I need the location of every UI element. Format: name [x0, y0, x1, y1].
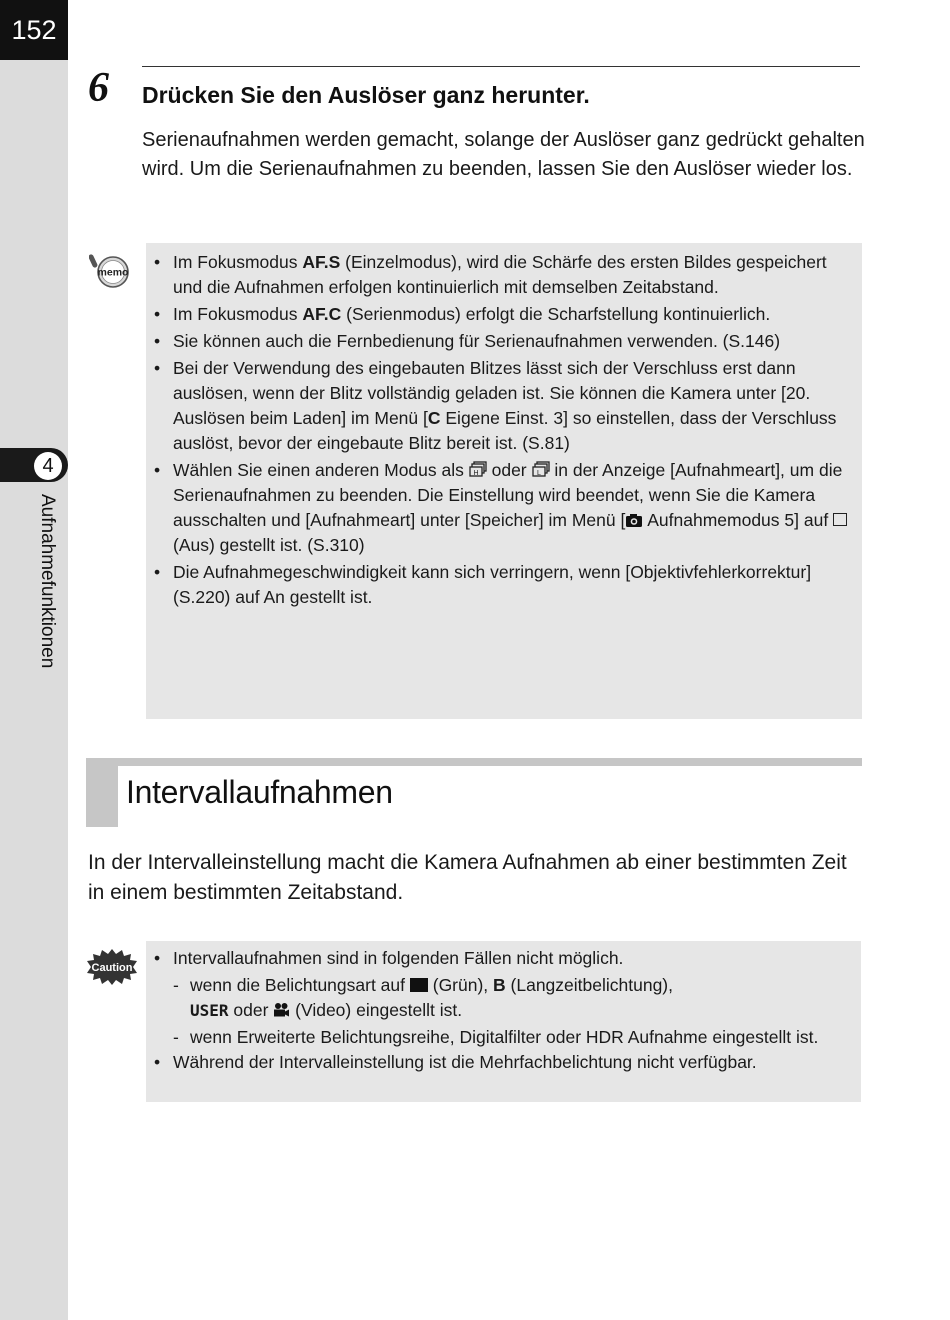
bullet: •: [154, 562, 161, 582]
section-heading-block: [86, 758, 118, 827]
caution-text: oder: [228, 1000, 274, 1020]
caution-text: (Langzeitbelichtung),: [505, 975, 673, 995]
memo-box: [146, 243, 862, 719]
bullet: •: [154, 358, 161, 378]
step-body: Serienaufnahmen werden gemacht, solange der Auslöser ganz gedrückt gehalten wird. Um die Serienaufnahmen zu beenden, lassen Sie den Auslöser wieder los.: [142, 129, 865, 180]
memo-text: Aufnahmemodus 5] auf: [643, 510, 834, 530]
caution-text: (Grün),: [427, 975, 494, 995]
dash: -: [173, 975, 179, 995]
caution-text: Während der Intervalleinstellung ist die Mehrfachbelichtung nicht verfügbar.: [173, 1052, 757, 1072]
bullet: •: [154, 304, 161, 324]
continuous-shooting-lo-icon: [532, 461, 550, 478]
caution-text: wenn die Belichtungsart auf: [190, 975, 410, 995]
caution-item: [146, 1050, 861, 1075]
custom-menu-icon: C: [427, 408, 441, 428]
memo-item: [146, 560, 854, 610]
chapter-title: Aufnahmefunktionen: [37, 494, 58, 669]
memo-text: Im Fokusmodus: [173, 304, 303, 324]
bullet: •: [154, 331, 161, 351]
memo-item: [146, 329, 854, 354]
step-number: 6: [88, 65, 109, 111]
caution-text: Intervallaufnahmen sind in folgenden Fällen nicht möglich.: [173, 948, 624, 968]
caution-subitem: [173, 1025, 861, 1050]
caution-icon-label: Caution: [91, 962, 133, 974]
memo-text: Die Aufnahmegeschwindigkeit kann sich verringern, wenn [Objektivfehlerkorrektur] (S.220) auf An gestellt ist.: [173, 562, 812, 607]
memo-text: (Serienmodus) erfolgt die Scharfstellung kontinuierlich.: [341, 304, 771, 324]
memo-item: [146, 458, 854, 558]
bullet: •: [154, 460, 161, 480]
caution-item: [146, 946, 861, 1050]
memo-text: (Einzelmodus), wird die Schärfe des ersten Bildes gespeichert und die Aufnahmen erfolgen kontinuierlich mit demselben Zeitabstand.: [173, 252, 827, 297]
camera-icon: [625, 513, 643, 528]
memo-text: in der Anzeige [Aufnahmeart], um die Serienaufnahmen zu beenden. Die Einstellung wird beendet, wenn Sie die Kamera ausschalten und [Aufnahmeart] unter [Speicher] im Menü [: [173, 460, 843, 530]
bulb-mode-symbol: B: [493, 975, 506, 995]
video-icon: [273, 1002, 290, 1018]
section-heading-bar: [86, 758, 862, 766]
af-s-symbol: AF.S: [302, 252, 341, 272]
memo-text: Bei der Verwendung des eingebauten Blitzes lässt sich der Verschluss erst dann auslösen, wenn der Blitz vollständig geladen ist. Sie können die Kamera unter [20. Auslösen beim Laden] im Menü [: [173, 358, 811, 428]
memo-item: [146, 302, 854, 327]
memo-item: [146, 250, 854, 300]
caution-subitem: [173, 973, 861, 1023]
memo-text: Sie können auch die Fernbedienung für Serienaufnahmen verwenden. (S.146): [173, 331, 781, 351]
step-title: Drücken Sie den Auslöser ganz herunter.: [142, 82, 590, 108]
caution-text: wenn Erweiterte Belichtungsreihe, Digitalfilter oder HDR Aufnahme eingestellt ist.: [190, 1027, 819, 1047]
page-number: 152: [0, 0, 68, 60]
memo-list: [146, 243, 862, 610]
chapter-number: 4: [34, 452, 62, 480]
memo-icon-label: memo: [97, 266, 129, 279]
section-body: In der Intervalleinstellung macht die Kamera Aufnahmen ab einer bestimmten Zeit in einem bestimmten Zeitabstand.: [88, 851, 847, 904]
caution-list: [146, 941, 861, 1075]
af-c-symbol: AF.C: [302, 304, 342, 324]
bullet: •: [154, 252, 161, 272]
bullet: •: [154, 948, 161, 968]
memo-text: Wählen Sie einen anderen Modus als: [173, 460, 469, 480]
svg-text:L: L: [536, 470, 541, 477]
svg-text:H: H: [473, 470, 479, 477]
memo-text: oder: [486, 460, 532, 480]
off-box-icon: [833, 513, 847, 526]
continuous-shooting-hi-icon: [469, 461, 487, 478]
dash: -: [173, 1027, 179, 1047]
caution-icon: [86, 948, 138, 986]
user-mode-symbol: USER: [190, 1001, 229, 1020]
top-divider: [142, 66, 860, 67]
memo-icon: [89, 252, 131, 288]
caution-text: (Video) eingestellt ist.: [290, 1000, 463, 1020]
memo-text: Eigene Einst. 3] so einstellen, dass der Verschluss auslöst, bevor der eingebaute Blitz bereit ist. (S.81): [173, 408, 837, 453]
section-title: Intervallaufnahmen: [126, 774, 393, 810]
memo-text: (Aus) gestellt ist. (S.310): [173, 535, 365, 555]
caution-box: [146, 941, 861, 1102]
memo-text: Im Fokusmodus: [173, 252, 303, 272]
memo-item: [146, 356, 854, 456]
green-mode-icon: [410, 978, 428, 992]
bullet: •: [154, 1052, 161, 1072]
